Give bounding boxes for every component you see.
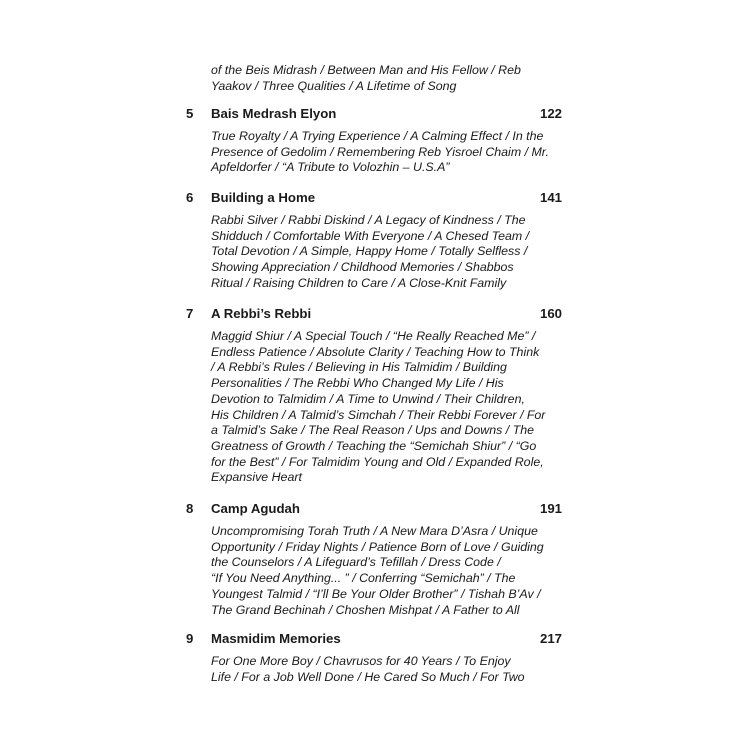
chapter-page-number: 122 bbox=[539, 106, 562, 121]
chapter-title[interactable]: Camp Agudah bbox=[211, 501, 300, 516]
description-line: Opportunity / Friday Nights / Patience Born of Love / Guiding bbox=[211, 539, 544, 554]
chapter-title[interactable]: A Rebbi’s Rebbi bbox=[211, 306, 312, 321]
description-line: Endless Patience / Absolute Clarity / Teaching How to Think bbox=[211, 344, 540, 359]
chapter-number: 5 bbox=[186, 106, 194, 121]
chapter-entry-8[interactable] bbox=[186, 499, 566, 618]
description-line: Uncompromising Torah Truth / A New Mara D’Asra / Unique bbox=[211, 524, 538, 538]
chapter-heading bbox=[186, 629, 566, 649]
chapter-description bbox=[211, 329, 551, 486]
description-line: Yaakov / Three Qualities / A Lifetime of Song bbox=[211, 79, 457, 93]
description-line: Personalities / The Rebbi Who Changed My Life / His bbox=[211, 376, 504, 391]
chapter-description bbox=[211, 213, 551, 292]
chapter-page-number: 191 bbox=[539, 501, 562, 516]
description-line: Ritual / Raising Children to Care / A Close-Knit Family bbox=[211, 275, 507, 290]
chapter-page-number: 141 bbox=[539, 190, 562, 205]
chapter-entry-7[interactable] bbox=[186, 304, 566, 486]
description-line: Expansive Heart bbox=[211, 470, 302, 485]
chapter-heading bbox=[186, 304, 566, 324]
chapter-description bbox=[211, 524, 551, 618]
description-line: of the Beis Midrash / Between Man and His Fellow / Reb bbox=[211, 63, 521, 77]
chapter-number: 6 bbox=[186, 190, 194, 205]
description-line: a Talmid’s Sake / The Real Reason / Ups and Downs / The bbox=[211, 423, 535, 438]
description-line: Life / For a Job Well Done / He Cared So Much / For Two bbox=[211, 669, 525, 684]
chapter-heading bbox=[186, 499, 566, 519]
chapter-page-number: 160 bbox=[539, 306, 562, 321]
chapter-4-continued-description bbox=[211, 62, 551, 94]
description-line: Total Devotion / A Simple, Happy Home / Totally Selfless / bbox=[211, 244, 528, 259]
chapter-description bbox=[211, 654, 551, 685]
chapter-description bbox=[211, 129, 551, 176]
description-line: Shidduch / Comfortable With Everyone / A Chesed Team / bbox=[211, 228, 530, 243]
chapter-heading bbox=[186, 188, 566, 208]
chapter-entry-6[interactable] bbox=[186, 188, 566, 292]
description-line: Youngest Talmid / “I’ll Be Your Older Brother” / Tishah B’Av / bbox=[211, 586, 541, 601]
description-line: Maggid Shiur / A Special Touch / “He Really Reached Me” / bbox=[211, 329, 536, 343]
chapter-title[interactable]: Masmidim Memories bbox=[211, 631, 341, 646]
chapter-entry-5[interactable] bbox=[186, 104, 566, 176]
chapter-number: 8 bbox=[186, 501, 194, 516]
chapter-number: 7 bbox=[186, 306, 194, 321]
description-line: / A Rebbi’s Rules / Believing in His Talmidim / Building bbox=[211, 360, 507, 375]
description-line: The Grand Bechinah / Choshen Mishpat / A Father to All bbox=[211, 602, 520, 617]
chapter-entry-9[interactable] bbox=[186, 629, 566, 685]
description-line: Apfeldorfer / “A Tribute to Volozhin – U.S.A” bbox=[211, 160, 450, 175]
chapter-title[interactable]: Building a Home bbox=[211, 190, 316, 205]
description-line: For One More Boy / Chavrusos for 40 Years / To Enjoy bbox=[211, 654, 511, 668]
chapter-title[interactable]: Bais Medrash Elyon bbox=[211, 106, 337, 121]
description-line: True Royalty / A Trying Experience / A Calming Effect / In the bbox=[211, 129, 544, 143]
description-line: Presence of Gedolim / Remembering Reb Yisroel Chaim / Mr. bbox=[211, 144, 549, 159]
chapter-heading bbox=[186, 104, 566, 124]
description-line: Rabbi Silver / Rabbi Diskind / A Legacy of Kindness / The bbox=[211, 213, 526, 227]
chapter-number: 9 bbox=[186, 631, 194, 646]
description-line: Greatness of Growth / Teaching the “Semichah Shiur” / “Go bbox=[211, 438, 537, 453]
description-line: “If You Need Anything... ” / Conferring “Semichah” / The bbox=[211, 571, 516, 586]
description-line: the Counselors / A Lifeguard’s Tefillah / Dress Code / bbox=[211, 555, 501, 570]
description-line: for the Best” / For Talmidim Young and Old / Expanded Role, bbox=[211, 454, 544, 469]
chapter-page-number: 217 bbox=[539, 631, 562, 646]
description-line: His Children / A Talmid’s Simchah / Their Rebbi Forever / For bbox=[211, 407, 546, 422]
description-line: Showing Appreciation / Childhood Memories / Shabbos bbox=[211, 260, 514, 275]
description-line: Devotion to Talmidim / A Time to Unwind / Their Children, bbox=[211, 391, 525, 406]
